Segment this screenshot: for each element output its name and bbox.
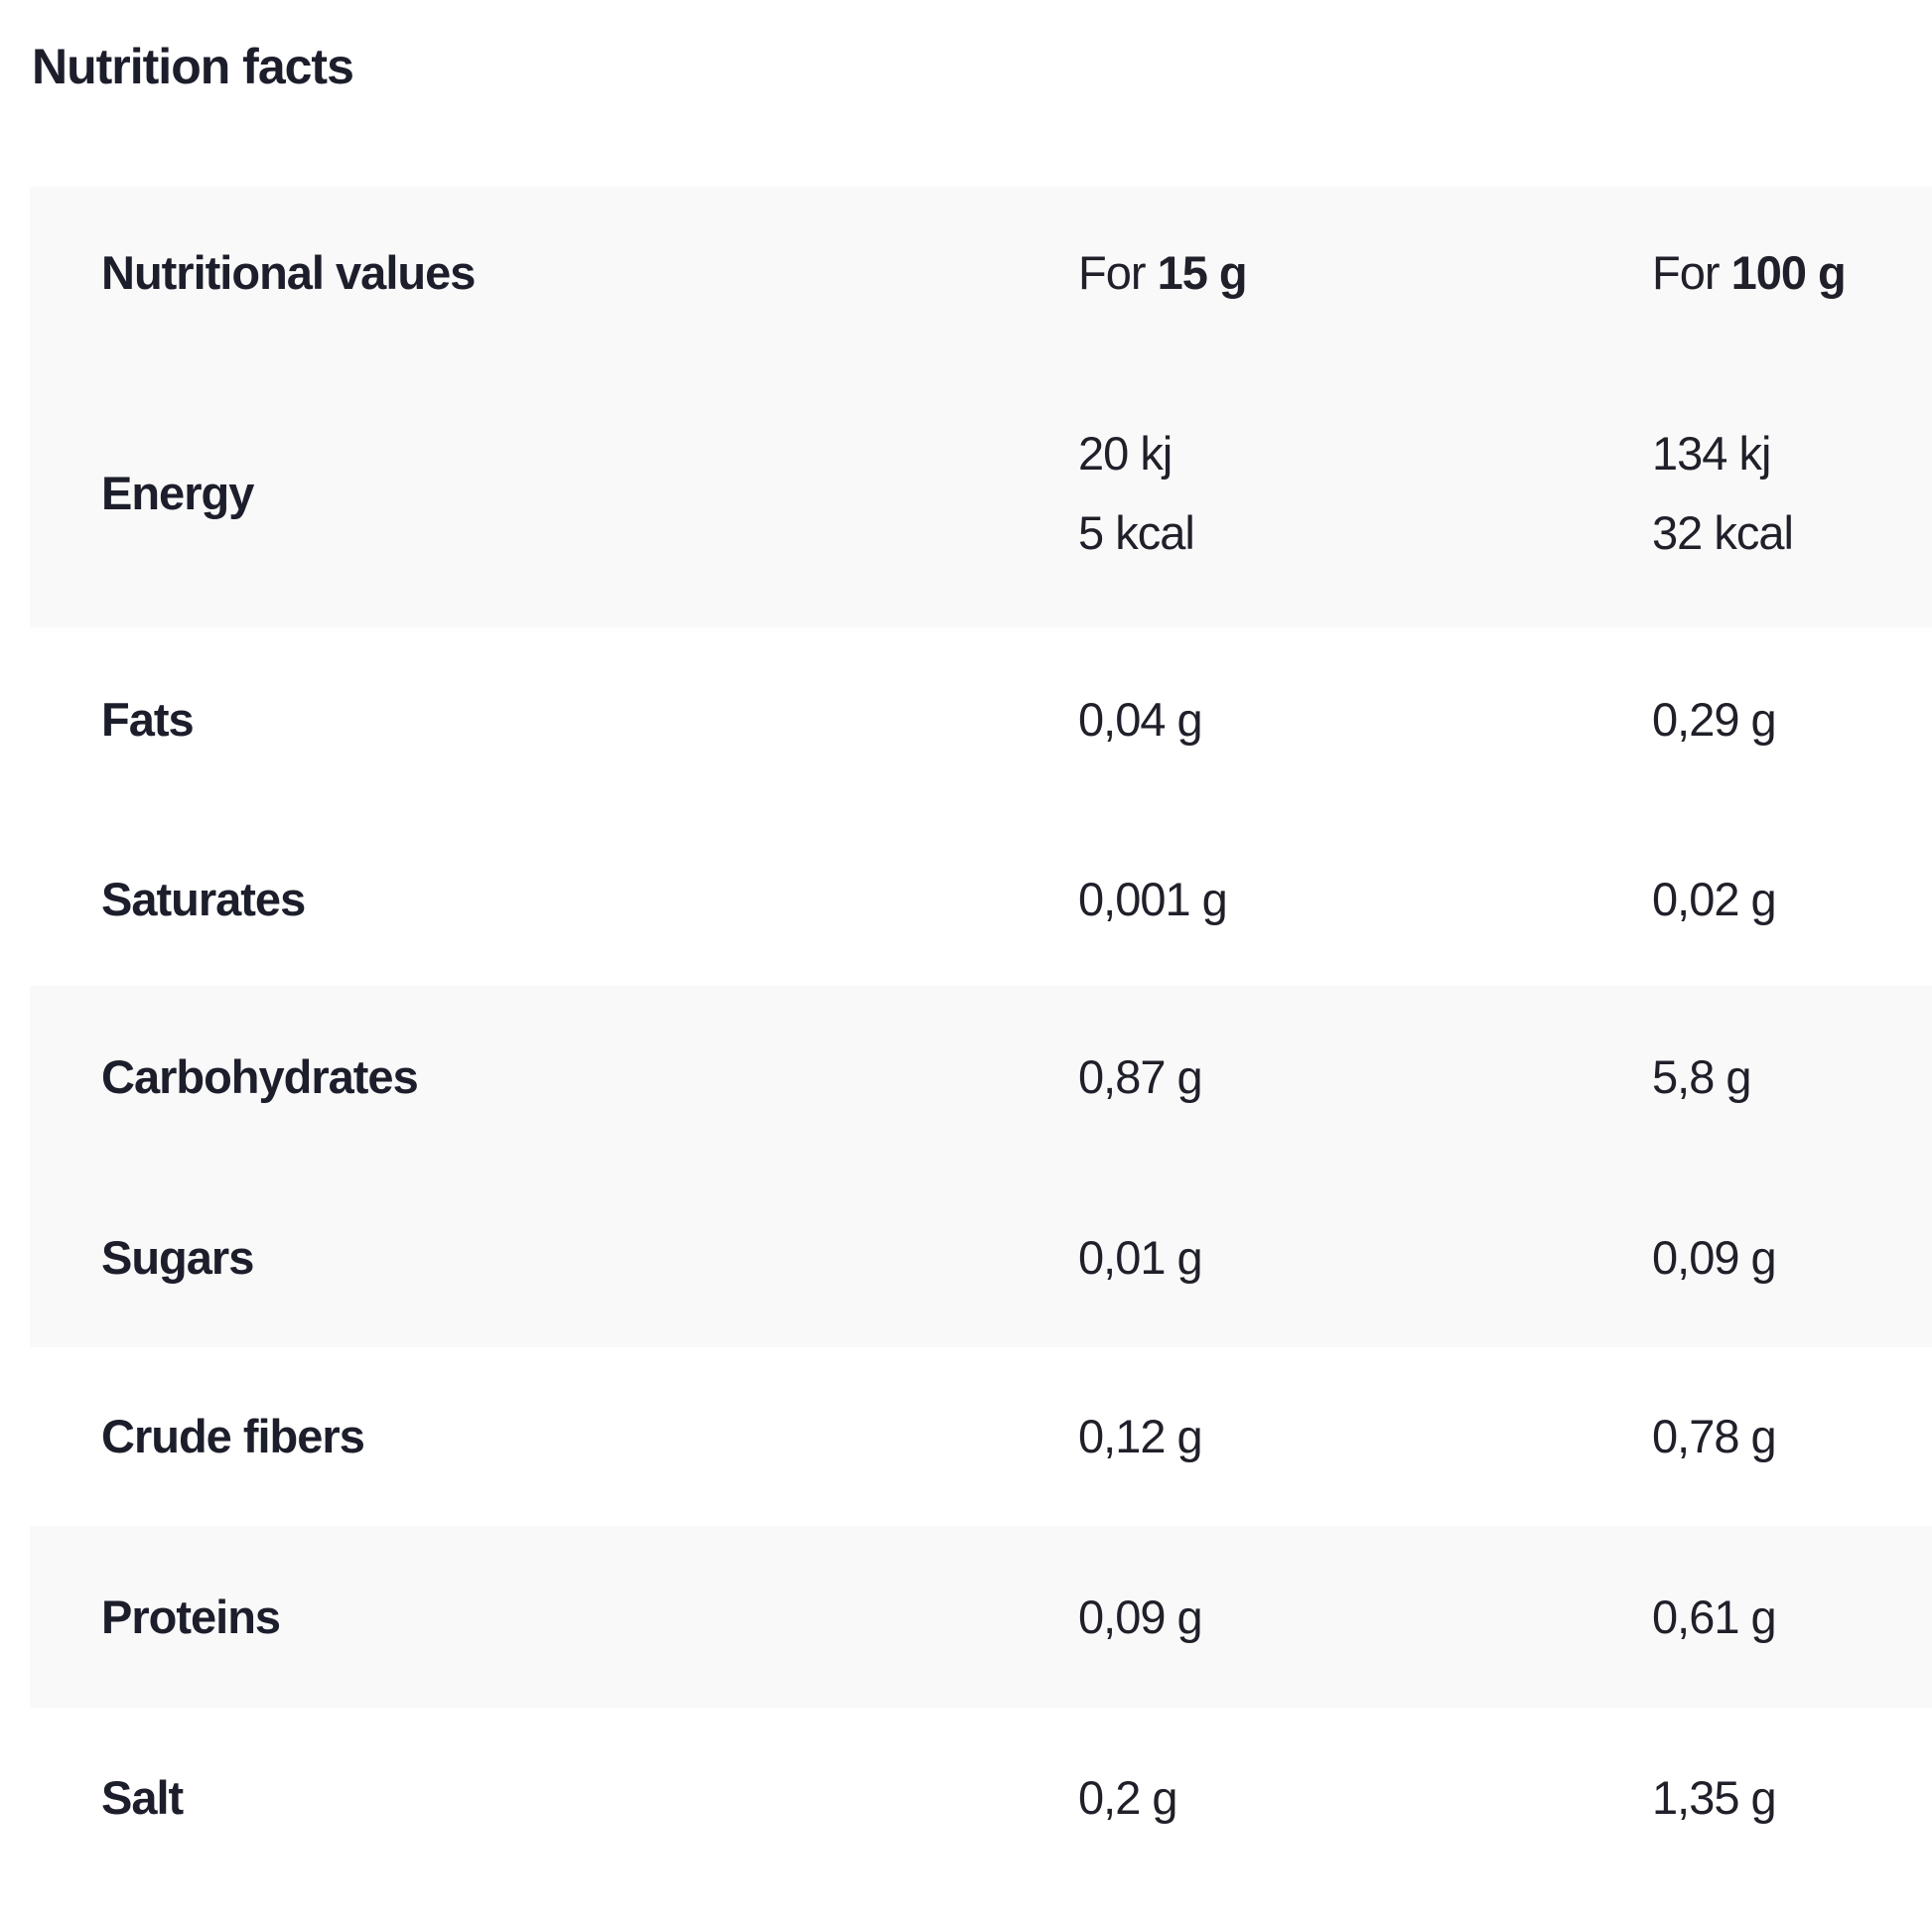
row-fats-per-100g bbox=[1652, 680, 1932, 759]
row-label-proteins bbox=[30, 1578, 1078, 1657]
row-salt-per-15g bbox=[1078, 1758, 1652, 1838]
row-sugars-per-100g-line: 0,09 g bbox=[1652, 1231, 1776, 1285]
row-energy-per-15g-line: 20 kj bbox=[1078, 427, 1173, 481]
row-label-crude-fibers bbox=[30, 1397, 1078, 1476]
header-for-100g-amount: 100 g bbox=[1730, 246, 1846, 300]
row-fats-per-100g-line: 0,29 g bbox=[1652, 693, 1776, 747]
row-proteins-per-15g bbox=[1078, 1578, 1652, 1657]
row-energy-per-15g bbox=[1078, 414, 1652, 573]
header-for-100g-prefix: For bbox=[1652, 246, 1731, 300]
table-row-saturates bbox=[30, 812, 1932, 986]
row-label-sugars-line: Sugars bbox=[101, 1231, 254, 1285]
row-label-proteins-line: Proteins bbox=[101, 1589, 281, 1643]
row-saturates-per-100g-line: 0,02 g bbox=[1652, 872, 1776, 925]
row-salt-per-100g-line: 1,35 g bbox=[1652, 1771, 1776, 1825]
row-carbohydrates-per-100g bbox=[1652, 1037, 1932, 1117]
row-energy-per-15g-line: 5 kcal bbox=[1078, 506, 1194, 559]
table-row-energy bbox=[30, 359, 1932, 627]
header-for-100g bbox=[1652, 233, 1932, 313]
table-rows-container bbox=[30, 359, 1932, 1888]
row-crude-fibers-per-15g bbox=[1078, 1397, 1652, 1476]
row-sugars-per-100g bbox=[1652, 1218, 1932, 1298]
row-fats-per-15g bbox=[1078, 680, 1652, 759]
row-label-carbohydrates bbox=[30, 1037, 1078, 1117]
row-crude-fibers-per-100g-line: 0,78 g bbox=[1652, 1410, 1776, 1463]
table-row-salt bbox=[30, 1708, 1932, 1888]
table-row-proteins bbox=[30, 1526, 1932, 1708]
header-for-15g-prefix: For bbox=[1078, 246, 1158, 300]
row-label-sugars bbox=[30, 1218, 1078, 1298]
row-label-carbohydrates-line: Carbohydrates bbox=[101, 1050, 418, 1104]
table-row-carbohydrates bbox=[30, 986, 1932, 1169]
row-label-energy bbox=[30, 454, 1078, 533]
row-sugars-per-15g-line: 0,01 g bbox=[1078, 1231, 1202, 1285]
page-title: Nutrition facts bbox=[32, 39, 353, 94]
row-carbohydrates-per-100g-line: 5,8 g bbox=[1652, 1050, 1751, 1104]
row-proteins-per-15g-line: 0,09 g bbox=[1078, 1589, 1202, 1643]
row-energy-per-100g-line: 32 kcal bbox=[1652, 506, 1793, 559]
nutrition-table bbox=[30, 187, 1932, 1888]
table-header-row bbox=[30, 187, 1932, 359]
row-proteins-per-100g-line: 0,61 g bbox=[1652, 1589, 1776, 1643]
header-for-15g bbox=[1078, 233, 1652, 313]
table-row-fats bbox=[30, 627, 1932, 812]
header-nutritional-values: Nutritional values bbox=[101, 246, 476, 300]
row-label-energy-line: Energy bbox=[101, 467, 254, 520]
row-energy-per-100g bbox=[1652, 414, 1932, 573]
table-row-crude-fibers bbox=[30, 1347, 1932, 1526]
row-salt-per-15g-line: 0,2 g bbox=[1078, 1771, 1177, 1825]
row-proteins-per-100g bbox=[1652, 1578, 1932, 1657]
row-fats-per-15g-line: 0,04 g bbox=[1078, 693, 1202, 747]
row-energy-per-100g-line: 134 kj bbox=[1652, 427, 1771, 481]
row-label-salt bbox=[30, 1758, 1078, 1838]
row-crude-fibers-per-15g-line: 0,12 g bbox=[1078, 1410, 1202, 1463]
row-label-saturates-line: Saturates bbox=[101, 872, 306, 925]
row-saturates-per-100g bbox=[1652, 860, 1932, 939]
row-carbohydrates-per-15g bbox=[1078, 1037, 1652, 1117]
row-carbohydrates-per-15g-line: 0,87 g bbox=[1078, 1050, 1202, 1104]
table-row-sugars bbox=[30, 1169, 1932, 1347]
row-label-saturates bbox=[30, 860, 1078, 939]
header-for-15g-amount: 15 g bbox=[1157, 246, 1247, 300]
row-label-crude-fibers-line: Crude fibers bbox=[101, 1410, 364, 1463]
row-crude-fibers-per-100g bbox=[1652, 1397, 1932, 1476]
row-saturates-per-15g bbox=[1078, 860, 1652, 939]
row-sugars-per-15g bbox=[1078, 1218, 1652, 1298]
row-label-fats-line: Fats bbox=[101, 693, 194, 747]
row-label-fats bbox=[30, 680, 1078, 759]
row-saturates-per-15g-line: 0,001 g bbox=[1078, 872, 1227, 925]
row-salt-per-100g bbox=[1652, 1758, 1932, 1838]
row-label-salt-line: Salt bbox=[101, 1771, 184, 1825]
